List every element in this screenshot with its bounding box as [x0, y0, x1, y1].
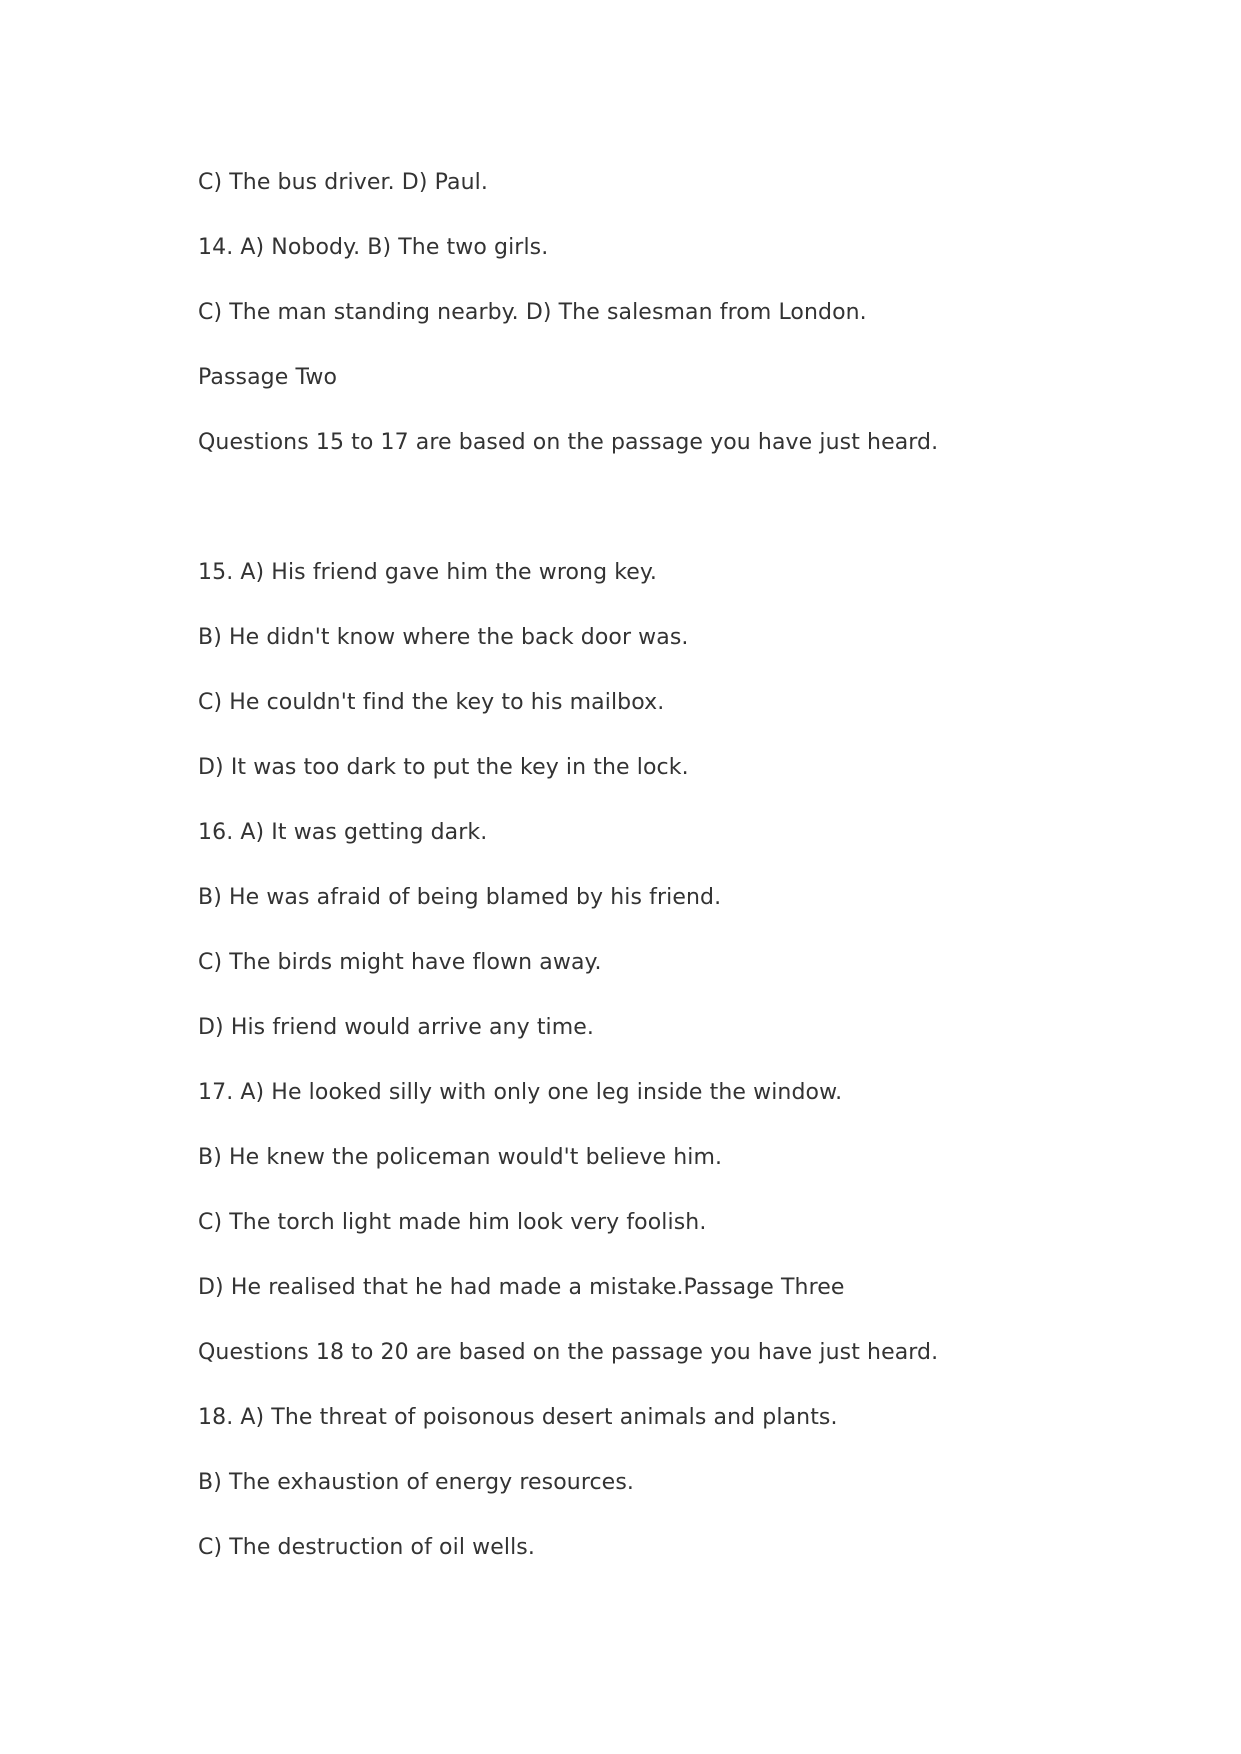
question-14-options-cd: C) The man standing nearby. D) The salesman from London. — [198, 300, 867, 325]
question-16-option-a: 16. A) It was getting dark. — [198, 820, 488, 845]
question-16-option-c: C) The birds might have flown away. — [198, 950, 602, 975]
question-18-option-b: B) The exhaustion of energy resources. — [198, 1470, 634, 1495]
question-16-option-d: D) His friend would arrive any time. — [198, 1015, 595, 1040]
question-16-option-b: B) He was afraid of being blamed by his friend. — [198, 885, 722, 910]
question-17-option-d: D) He realised that he had made a mistake.Passage Three — [198, 1275, 845, 1300]
question-14-options-ab: 14. A) Nobody. B) The two girls. — [198, 235, 549, 260]
question-15-option-b: B) He didn't know where the back door was. — [198, 625, 689, 650]
question-15-option-a: 15. A) His friend gave him the wrong key. — [198, 560, 658, 585]
question-17-option-c: C) The torch light made him look very foolish. — [198, 1210, 707, 1235]
question-17-option-b: B) He knew the policeman would't believe him. — [198, 1145, 723, 1170]
passage-two-instructions: Questions 15 to 17 are based on the passage you have just heard. — [198, 430, 939, 455]
answer-options-13-cd: C) The bus driver. D) Paul. — [198, 170, 488, 195]
question-15-option-d: D) It was too dark to put the key in the lock. — [198, 755, 689, 780]
passage-two-heading: Passage Two — [198, 365, 338, 390]
question-18-option-a: 18. A) The threat of poisonous desert animals and plants. — [198, 1405, 838, 1430]
question-15-option-c: C) He couldn't find the key to his mailbox. — [198, 690, 665, 715]
passage-three-instructions: Questions 18 to 20 are based on the passage you have just heard. — [198, 1340, 939, 1365]
question-17-option-a: 17. A) He looked silly with only one leg inside the window. — [198, 1080, 843, 1105]
question-18-option-c: C) The destruction of oil wells. — [198, 1535, 535, 1560]
